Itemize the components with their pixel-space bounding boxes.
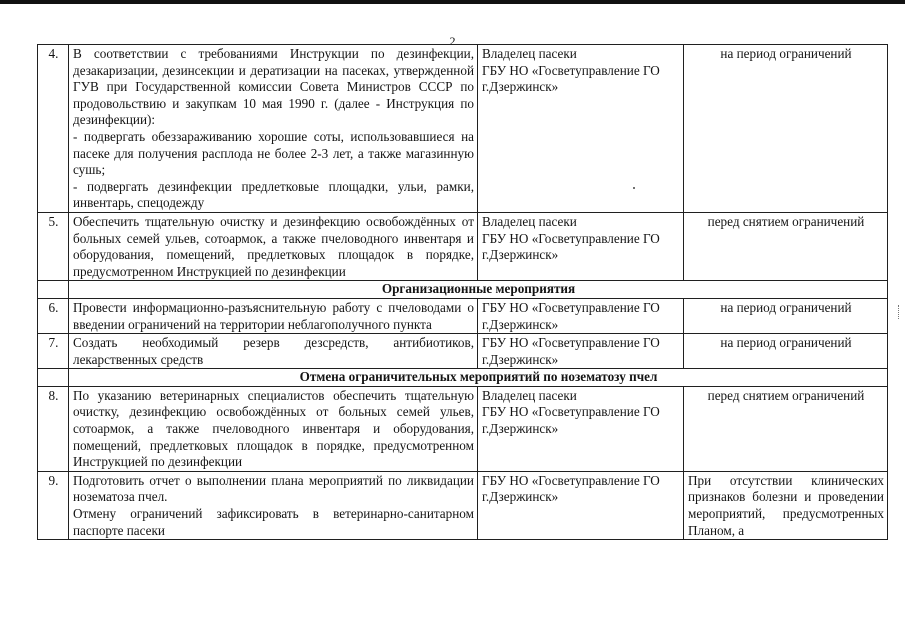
- action-cell: [69, 45, 478, 213]
- term-cell: на период ограничений: [684, 334, 888, 369]
- top-border-line: [0, 0, 905, 4]
- term-cell: перед снятием ограничений: [684, 386, 888, 471]
- responsible-cell: [478, 212, 684, 280]
- responsible-cell: [478, 298, 684, 333]
- action-text: Обеспечить тщательную очистку и дезинфекцию освобождённых от больных семей ульев, сотоармок, а также пчеловодного инвентаря и оборудования, помещений, предлетковых площадок в порядке, предусмотренном Инструкцией по дезинфекции: [73, 213, 474, 279]
- scan-speck: [633, 187, 635, 189]
- responsible-cell: [478, 386, 684, 471]
- responsible-line: ГБУ НО «Госветуправление ГО г.Дзержинск»: [482, 230, 660, 263]
- responsible-line: ГБУ НО «Госветуправление ГО г.Дзержинск»: [482, 299, 660, 332]
- measures-table: [37, 44, 888, 540]
- row-number: 4.: [38, 45, 69, 213]
- page-number: 2: [449, 34, 456, 48]
- responsible-line: ГБУ НО «Госветуправление ГО г.Дзержинск»: [482, 335, 660, 367]
- table-row: [38, 298, 888, 333]
- row-number: 6.: [38, 298, 69, 333]
- row-number: 5.: [38, 212, 69, 280]
- row-number: 7.: [38, 334, 69, 369]
- term-cell: на период ограничений: [684, 298, 888, 333]
- action-text: Отмену ограничений зафиксировать в ветеринарно-санитарном паспорте пасеки: [73, 506, 474, 538]
- empty-cell: [38, 369, 69, 387]
- row-number: 9.: [38, 471, 69, 539]
- responsible-line: ГБУ НО «Госветуправление ГО г.Дзержинск»: [482, 404, 660, 437]
- action-text: В соответствии с требованиями Инструкции по дезинфекции, дезакаризации, дезинсекции и дератизации на пасеках, утвержденной ГУВ при Государственной комиссии Совета Министров СССР по продовольствию и закупкам 10 мая 1990 г. (далее - Инструкция по дезинфекции):: [73, 46, 474, 128]
- responsible-cell: [478, 334, 684, 369]
- action-cell: [69, 471, 478, 539]
- action-text: Провести информационно-разъяснительную работу с пчеловодами о введении ограничений на территории неблагополучного пункта: [73, 299, 474, 332]
- section-title: Организационные мероприятия: [69, 281, 888, 299]
- responsible-cell: [478, 45, 684, 213]
- action-cell: [69, 386, 478, 471]
- scan-edge-mark: [898, 305, 901, 319]
- row-number: 8.: [38, 386, 69, 471]
- responsible-line: Владелец пасеки: [482, 387, 577, 403]
- action-bullet: - подвергать обеззараживанию хорошие соты, использовавшиеся на пасеке для получения расплода не более 2-3 лет, а также магазинную сушь;: [73, 128, 474, 178]
- action-cell: [69, 334, 478, 369]
- responsible-cell: [478, 471, 684, 539]
- term-cell: перед снятием ограничений: [684, 212, 888, 280]
- section-header-row: [38, 281, 888, 299]
- responsible-line: Владелец пасеки: [482, 46, 577, 61]
- term-cell: на период ограничений: [684, 45, 888, 213]
- responsible-line: ГБУ НО «Госветуправление ГО г.Дзержинск»: [482, 472, 660, 505]
- empty-cell: [38, 281, 69, 299]
- section-header-row: [38, 369, 888, 387]
- action-text: Создать необходимый резерв дезсредств, антибиотиков, лекарственных средств: [73, 335, 474, 367]
- term-cell: При отсутствии клинических признаков болезни и проведении мероприятий, предусмотренных Планом, а: [684, 471, 888, 539]
- table-row: [38, 334, 888, 369]
- table-row: [38, 386, 888, 471]
- responsible-line: ГБУ НО «Госветуправление ГО г.Дзержинск»: [482, 62, 660, 95]
- action-cell: [69, 212, 478, 280]
- action-bullet: - подвергать дезинфекции предлетковые площадки, ульи, рамки, инвентарь, спецодежду: [73, 178, 474, 211]
- table-row: [38, 212, 888, 280]
- section-title: Отмена ограничительных мероприятий по нозематозу пчел: [69, 369, 888, 387]
- action-text: Подготовить отчет о выполнении плана мероприятий по ликвидации нозематоза пчел.: [73, 472, 474, 505]
- table-row: [38, 45, 888, 213]
- action-cell: [69, 298, 478, 333]
- table-row: [38, 471, 888, 539]
- action-text: По указанию ветеринарных специалистов обеспечить тщательную очистку, дезинфекцию освобождённых от больных семей ульев, сотоармок, а также пчеловодного инвентаря и оборудования, помещений, предлетковых площадок в порядке, предусмотренном Инструкцией по дезинфекции: [73, 387, 474, 470]
- responsible-line: Владелец пасеки: [482, 213, 577, 229]
